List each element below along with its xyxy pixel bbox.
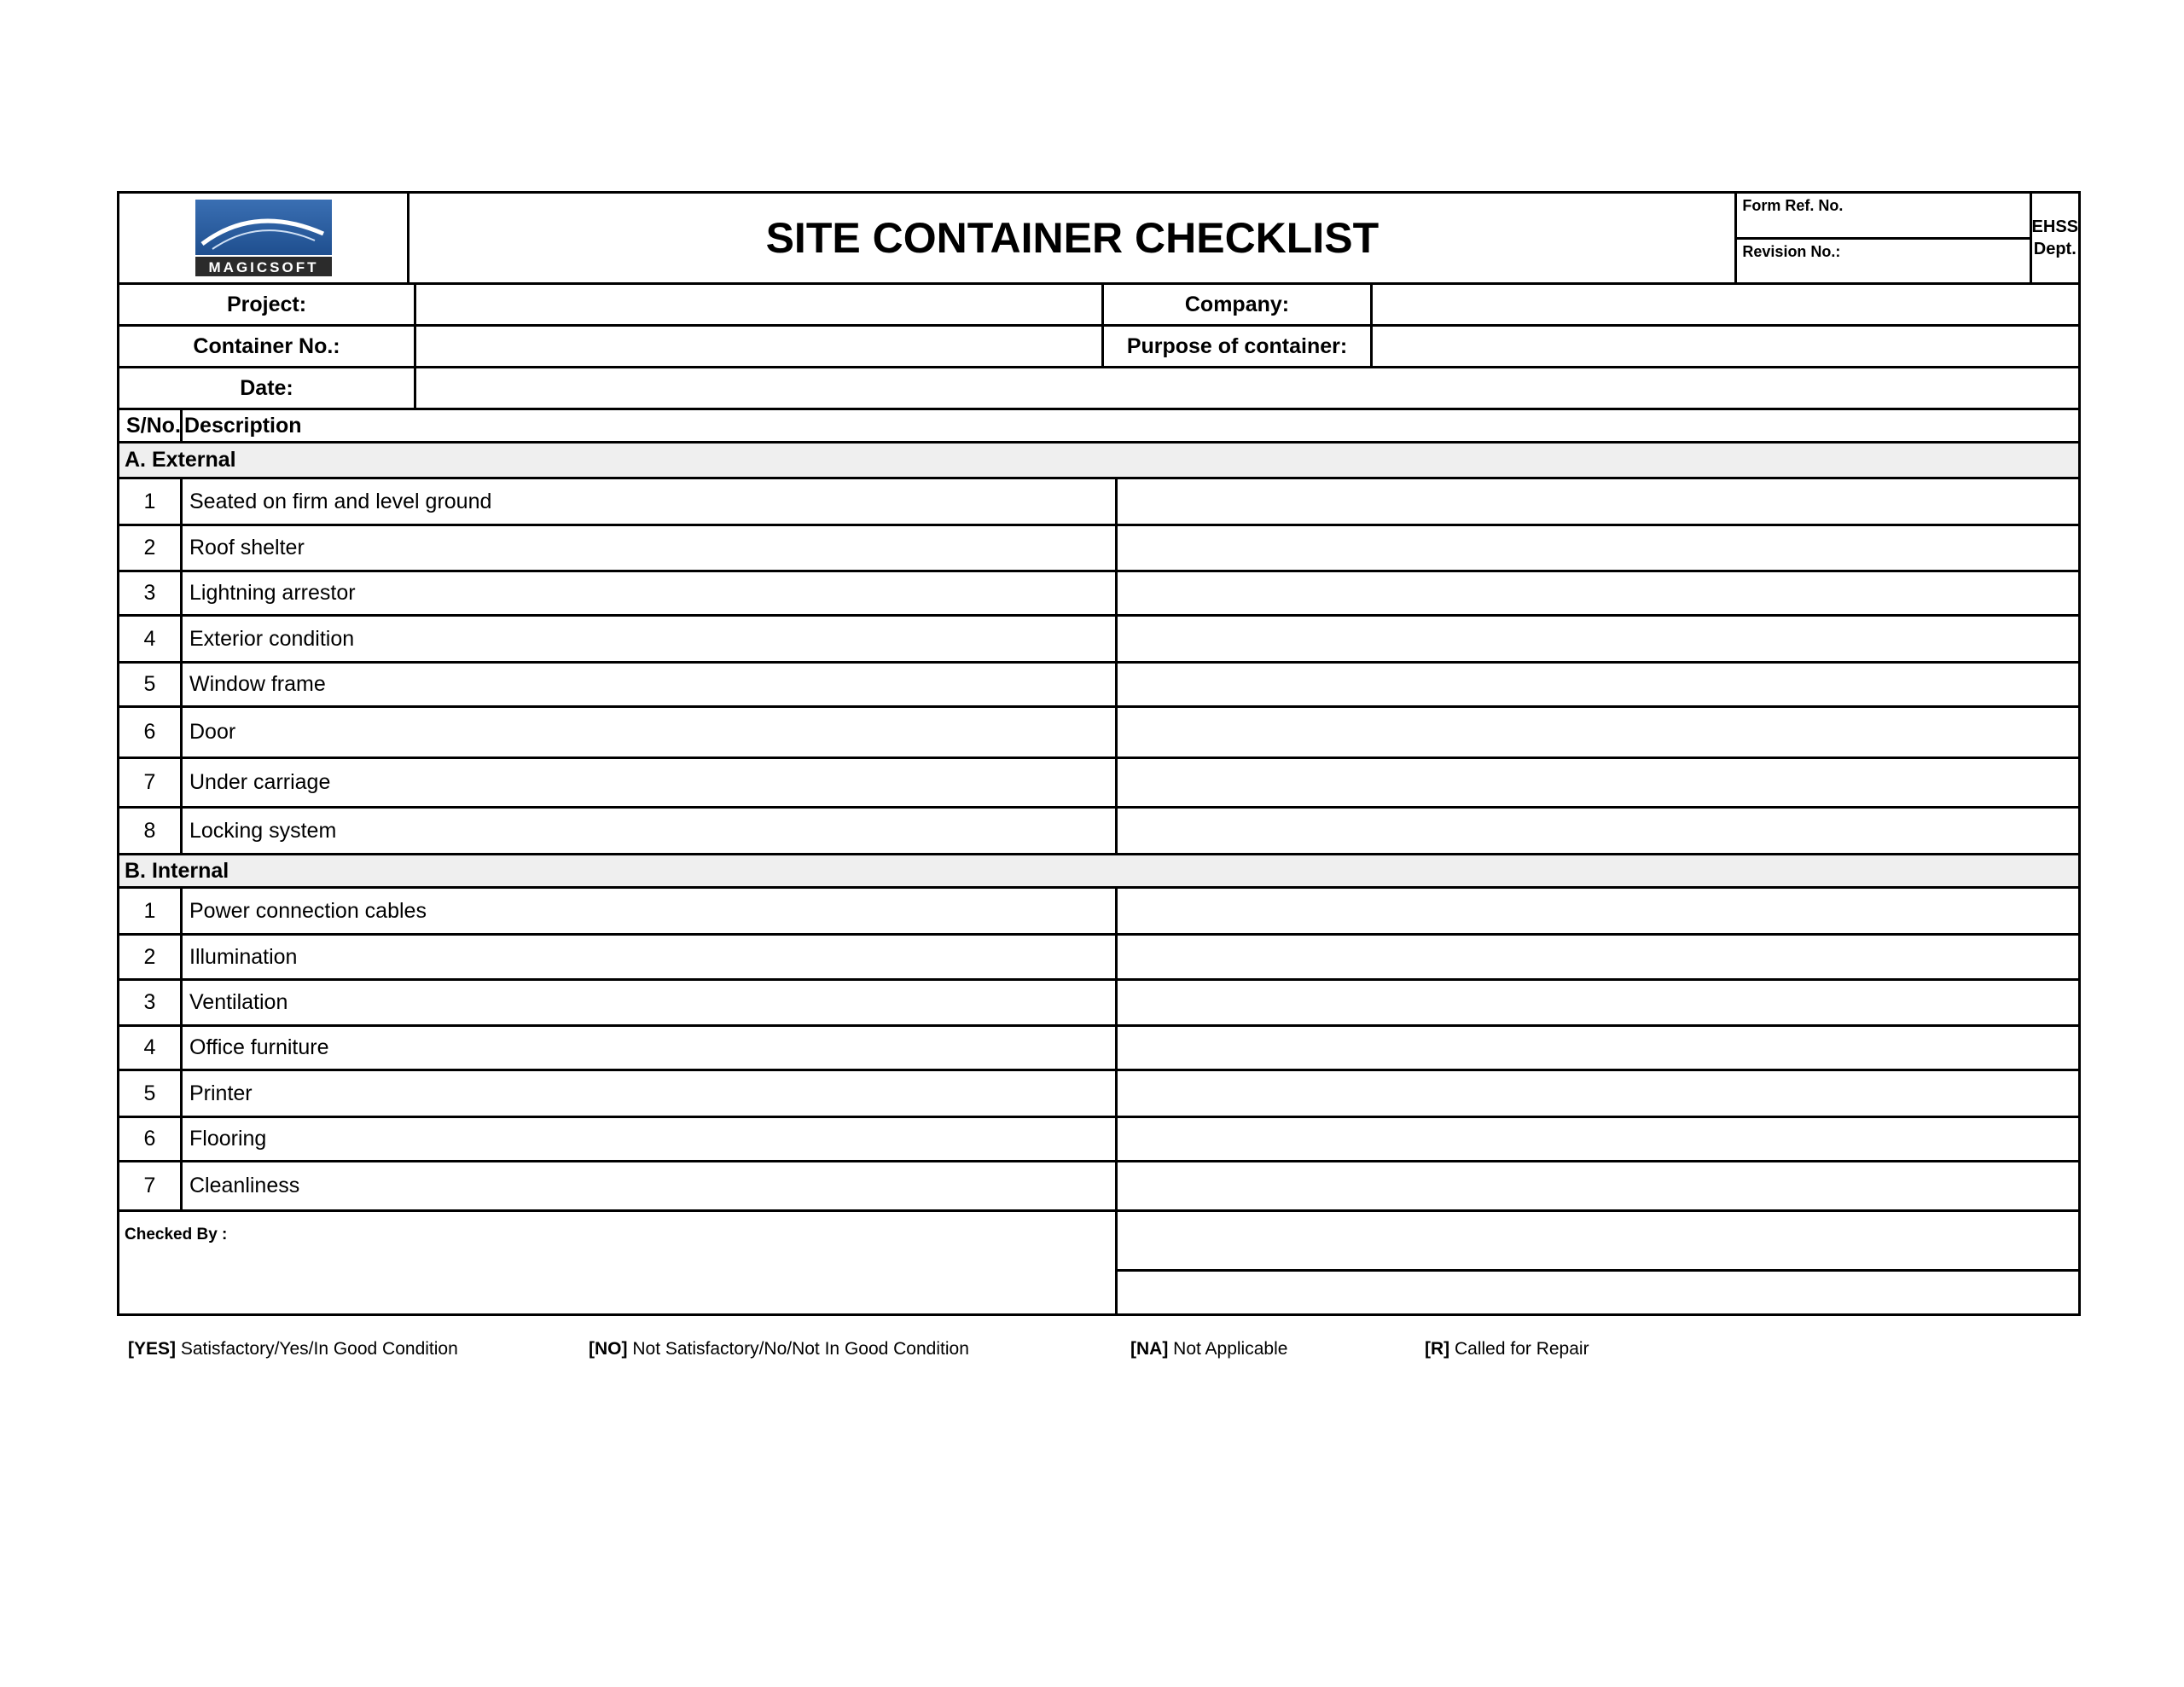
list-item [119, 1027, 2078, 1071]
item-description: Printer [183, 1071, 1118, 1116]
item-description: Lightning arrestor [183, 572, 1118, 614]
company-label: Company: [1104, 285, 1373, 324]
dept-cell [2032, 194, 2078, 282]
revision-label: Revision No.: [1742, 242, 1841, 260]
legend-r [1425, 1339, 1589, 1359]
item-number: 2 [119, 936, 183, 978]
legend-na [1130, 1339, 1287, 1359]
item-description: Office furniture [183, 1027, 1118, 1069]
legend-code: [NO] [589, 1339, 628, 1359]
item-status-field[interactable] [1118, 526, 2078, 570]
list-item [119, 759, 2078, 809]
item-status-field[interactable] [1118, 809, 2078, 853]
project-row [119, 285, 2078, 327]
purpose-field[interactable] [1373, 327, 2078, 366]
form-ref-block [1737, 194, 2031, 282]
item-status-field[interactable] [1118, 936, 2078, 978]
item-number: 5 [119, 1071, 183, 1116]
item-description: Power connection cables [183, 889, 1118, 933]
item-status-field[interactable] [1118, 759, 2078, 806]
purpose-label: Purpose of container: [1104, 327, 1373, 366]
dept-line1: EHSS [2031, 217, 2078, 236]
list-item [119, 1071, 2078, 1118]
item-number: 6 [119, 708, 183, 757]
legend-no [589, 1339, 969, 1359]
item-status-field[interactable] [1118, 479, 2078, 524]
list-item [119, 708, 2078, 759]
item-description: Exterior condition [183, 617, 1118, 661]
legend-text: Satisfactory/Yes/In Good Condition [180, 1339, 458, 1359]
logo-text: MAGICSOFT [208, 259, 319, 275]
list-item [119, 479, 2078, 526]
company-field[interactable] [1373, 285, 2078, 324]
container-row [119, 327, 2078, 368]
legend-text: Not Applicable [1173, 1339, 1288, 1359]
section-header-internal: B. Internal [119, 855, 2078, 889]
item-number: 4 [119, 617, 183, 661]
checked-by-label: Checked By : [119, 1212, 1118, 1313]
checklist-form [117, 191, 2081, 1316]
legend-text: Called for Repair [1455, 1339, 1589, 1359]
list-item [119, 572, 2078, 617]
logo-cell [119, 194, 410, 282]
item-number: 5 [119, 664, 183, 705]
list-item [119, 664, 2078, 708]
list-item [119, 889, 2078, 936]
list-item [119, 981, 2078, 1027]
item-description: Roof shelter [183, 526, 1118, 570]
project-label: Project: [119, 285, 416, 324]
list-item [119, 617, 2078, 664]
sno-header: S/No. [119, 410, 183, 441]
date-row [119, 368, 2078, 410]
form-ref-label: Form Ref. No. [1737, 194, 2029, 240]
item-description: Illumination [183, 936, 1118, 978]
item-status-field[interactable] [1118, 572, 2078, 614]
list-item [119, 1118, 2078, 1162]
legend-code: [YES] [128, 1339, 177, 1359]
item-description: Locking system [183, 809, 1118, 853]
legend-code: [R] [1425, 1339, 1450, 1359]
legend-text: Not Satisfactory/No/Not In Good Condition [632, 1339, 969, 1359]
date-field[interactable] [416, 368, 2078, 408]
item-description: Window frame [183, 664, 1118, 705]
checked-by-fields [1118, 1212, 2078, 1313]
item-description: Cleanliness [183, 1162, 1118, 1209]
description-header: Description [184, 413, 302, 438]
section-header-external: A. External [119, 443, 2078, 479]
item-status-field[interactable] [1118, 1027, 2078, 1069]
list-item [119, 1162, 2078, 1212]
checked-by-date-field[interactable] [1118, 1272, 2078, 1313]
checked-by-row [119, 1212, 2078, 1313]
item-description: Flooring [183, 1118, 1118, 1160]
date-label: Date: [119, 368, 416, 408]
container-label: Container No.: [119, 327, 416, 366]
page-title: SITE CONTAINER CHECKLIST [410, 194, 1737, 282]
item-number: 1 [119, 479, 183, 524]
list-item [119, 809, 2078, 855]
item-status-field[interactable] [1118, 617, 2078, 661]
item-status-field[interactable] [1118, 708, 2078, 757]
item-status-field[interactable] [1118, 1071, 2078, 1116]
item-description: Seated on firm and level ground [183, 479, 1118, 524]
list-item [119, 526, 2078, 572]
item-number: 2 [119, 526, 183, 570]
legend-code: [NA] [1130, 1339, 1169, 1359]
checked-by-signature-field[interactable] [1118, 1212, 2078, 1272]
dept-line2: Dept. [2033, 240, 2077, 258]
item-number: 7 [119, 759, 183, 806]
item-number: 6 [119, 1118, 183, 1160]
item-number: 7 [119, 1162, 183, 1209]
item-status-field[interactable] [1118, 1162, 2078, 1209]
project-field[interactable] [416, 285, 1104, 324]
item-status-field[interactable] [1118, 889, 2078, 933]
item-description: Ventilation [183, 981, 1118, 1024]
item-description: Door [183, 708, 1118, 757]
item-status-field[interactable] [1118, 981, 2078, 1024]
item-number: 4 [119, 1027, 183, 1069]
item-number: 3 [119, 572, 183, 614]
item-number: 8 [119, 809, 183, 853]
container-field[interactable] [416, 327, 1104, 366]
magicsoft-logo [195, 200, 332, 276]
item-number: 3 [119, 981, 183, 1024]
column-header-row [119, 410, 2078, 443]
item-description: Under carriage [183, 759, 1118, 806]
form-header [119, 194, 2078, 285]
item-status-field[interactable] [1118, 1118, 2078, 1160]
legend-yes [128, 1339, 458, 1359]
list-item [119, 936, 2078, 981]
item-status-field[interactable] [1118, 664, 2078, 705]
item-number: 1 [119, 889, 183, 933]
